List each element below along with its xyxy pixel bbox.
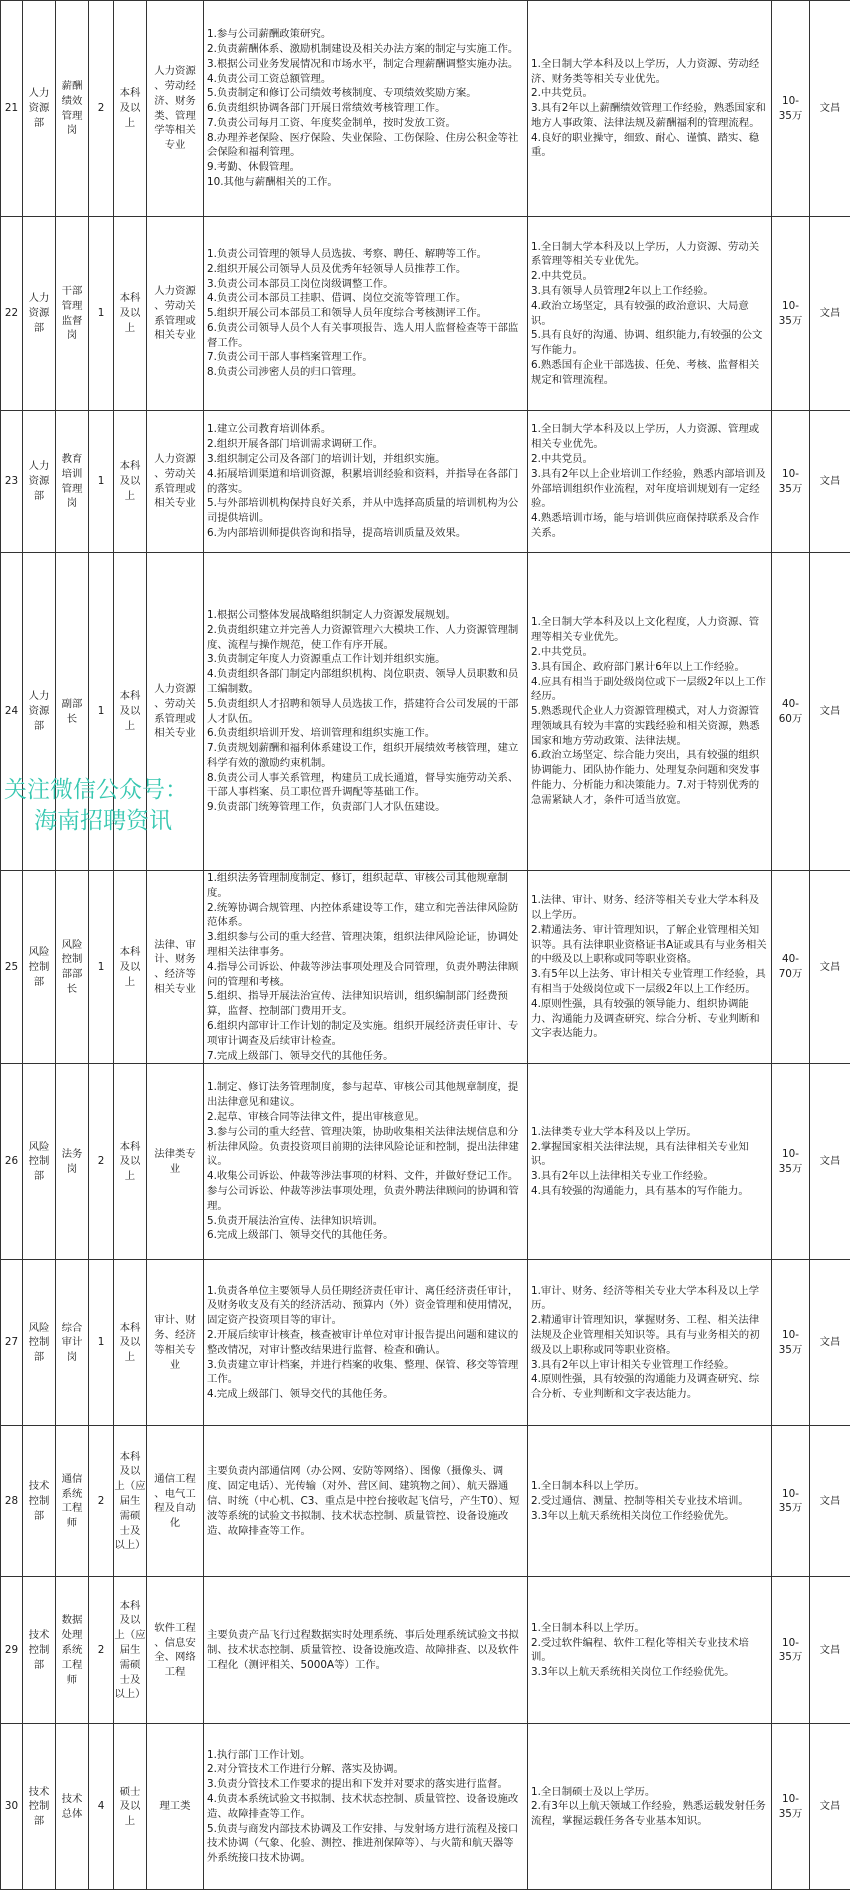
duties-line: 2.组织开展各部门培训需求调研工作。	[207, 437, 523, 452]
major: 人力资源 、劳动关 系管理或 相关专业	[147, 411, 204, 553]
row-number: 23	[1, 411, 23, 553]
duties-line: 2.统筹协调合规管理、内控体系建设等工作，建立和完善法律风险防范体系。	[207, 901, 523, 931]
requirements	[528, 1426, 772, 1577]
department: 风险 控制 部	[23, 1260, 56, 1426]
duties	[204, 553, 528, 871]
row-number: 29	[1, 1577, 23, 1724]
location: 文昌	[810, 1577, 850, 1724]
position: 副部 长	[56, 553, 89, 871]
education: 本科 及以 上	[114, 553, 147, 871]
education: 硕士 及以 上	[114, 1724, 147, 1890]
requirements-line: 2.受过软件编程、软件工程化等相关专业技术培训。	[531, 1636, 767, 1666]
duties-line: 1.组织法务管理制度制定、修订，组织起草、审核公司其他规章制度。	[207, 871, 523, 901]
major: 软件工程 、信息安 全、网络 工程	[147, 1577, 204, 1724]
position: 薪酬 绩效 管理 岗	[56, 1, 89, 217]
duties-line: 4.负责本系统试验文书拟制、技术状态控制、质量管控、设备设施改造、故障排查等工作。	[207, 1792, 523, 1822]
requirements-line: 3.具有2年以上审计相关专业管理工作经验。	[531, 1358, 767, 1373]
salary: 10- 35万	[772, 1426, 810, 1577]
major: 审计、财 务、经济 等相关专 业	[147, 1260, 204, 1426]
requirements-line: 4.原则性强，具有较强的领导能力、组织协调能力、沟通能力及调查研究、综合分析、专业判断和文字表达能力。	[531, 997, 767, 1041]
duties-line: 3.参与公司的重大经营、管理决策，协助收集相关法律法规信息和分析法律风险。负责投资项目前期的法律风险论证和控制，提出法律建议。	[207, 1125, 523, 1169]
duties	[204, 1426, 528, 1577]
duties-line: 5.负责与商发内部技术协调及工作安排、与发射场方进行流程及接口技术协调（气象、化验、测控、推进剂保障等）、与火箭和航天器等外系统接口技术协调。	[207, 1822, 523, 1866]
requirements-line: 2.中共党员。	[531, 452, 767, 467]
duties-line: 7.完成上级部门、领导交代的其他任务。	[207, 1049, 523, 1064]
duties-line: 4.负责组织各部门制定内部组织机构、岗位职责、领导人员职数和员工编制数。	[207, 667, 523, 697]
salary: 40- 60万	[772, 553, 810, 871]
department: 人力 资源 部	[23, 1, 56, 217]
requirements-line: 3.具有领导人员管理2年以上工作经验。	[531, 284, 767, 299]
duties	[204, 1260, 528, 1426]
headcount: 1	[89, 411, 114, 553]
duties-line: 6.为内部培训师提供咨询和指导，提高培训质量及效果。	[207, 526, 523, 541]
education: 本科 及以 上（应 届生 需硕 士及 以上）	[114, 1577, 147, 1724]
duties	[204, 217, 528, 411]
row-number: 24	[1, 553, 23, 871]
location: 文昌	[810, 1, 850, 217]
duties-line: 1.根据公司整体发展战略组织制定人力资源发展规划。	[207, 608, 523, 623]
location: 文昌	[810, 217, 850, 411]
duties	[204, 411, 528, 553]
education: 本科 及以 上（应 届生 需硕 士及 以上）	[114, 1426, 147, 1577]
position: 法务 岗	[56, 1064, 89, 1260]
department: 风险 控制 部	[23, 871, 56, 1064]
duties	[204, 1577, 528, 1724]
table-row	[1, 553, 850, 871]
requirements-line: 2.受过通信、测量、控制等相关专业技术培训。	[531, 1494, 767, 1509]
position: 教育 培训 管理 岗	[56, 411, 89, 553]
duties-line: 6.负责公司领导人员个人有关事项报告、选人用人监督检查等干部监督工作。	[207, 321, 523, 351]
location: 文昌	[810, 1426, 850, 1577]
department: 人力 资源 部	[23, 553, 56, 871]
job-table-body	[1, 1, 850, 1890]
requirements-line: 5.熟悉现代企业人力资源管理模式，对人力资源管理领域具有较为丰富的实践经验和相关资源，熟悉国家和地方劳动政策、法律法规。	[531, 704, 767, 748]
duties-line: 主要负责内部通信网（办公网、安防等网络）、图像（摄像头、调度、固定电话）、光传输（对外、营区间、建筑物之间）、航天器通信、时统（中心机、C3、重点是中控台接收起飞信号，产生T0）、短波等系统的试验文书拟制、技术状态控制、质量管控、设备设施改造、故障排查等工作。	[207, 1464, 523, 1538]
table-row	[1, 217, 850, 411]
requirements-line: 4.熟悉培训市场，能与培训供应商保持联系及合作关系。	[531, 511, 767, 541]
duties-line: 5.负责开展法治宣传、法律知识培训。	[207, 1214, 523, 1229]
requirements-line: 3.具有国企、政府部门累计6年以上工作经验。	[531, 660, 767, 675]
headcount: 1	[89, 1260, 114, 1426]
requirements-line: 5.具有良好的沟通、协调、组织能力,有较强的公文写作能力。	[531, 328, 767, 358]
requirements	[528, 871, 772, 1064]
education: 本科 及以 上	[114, 871, 147, 1064]
duties-line: 9.考勤、休假管理。	[207, 160, 523, 175]
requirements-line: 3.具有2年以上薪酬绩效管理工作经验，熟悉国家和地方人事政策、法律法规及薪酬福利的管理流程。	[531, 101, 767, 131]
requirements-line: 1.全日制大学本科及以上文化程度，人力资源、管理等相关专业优先。	[531, 615, 767, 645]
salary: 10- 35万	[772, 1064, 810, 1260]
headcount: 1	[89, 217, 114, 411]
duties-line: 6.完成上级部门、领导交代的其他任务。	[207, 1228, 523, 1243]
row-number: 21	[1, 1, 23, 217]
requirements-line: 1.审计、财务、经济等相关专业大学本科及以上学历。	[531, 1284, 767, 1314]
position: 通信 系统 工程 师	[56, 1426, 89, 1577]
requirements-line: 3.3年以上航天系统相关岗位工作经验优先。	[531, 1509, 767, 1524]
education: 本科 及以 上	[114, 411, 147, 553]
salary: 10- 35万	[772, 1724, 810, 1890]
headcount: 2	[89, 1064, 114, 1260]
duties-line: 1.负责各单位主要领导人员任期经济责任审计、离任经济责任审计，及财务收支及有关的经济活动、预算内（外）资金管理和使用情况，固定资产投资项目等的审计。	[207, 1284, 523, 1328]
requirements-line: 4.良好的职业操守，细致、耐心、谨慎、踏实、稳重。	[531, 131, 767, 161]
duties-line: 10.其他与薪酬相关的工作。	[207, 175, 523, 190]
duties-line: 2.组织开展公司领导人员及优秀年轻领导人员推荐工作。	[207, 262, 523, 277]
requirements-line: 3.有5年以上法务、审计相关专业管理工作经验，具有相当于处级岗位或下一层级2年以上工作经历。	[531, 967, 767, 997]
requirements-line: 6.熟悉国有企业干部选拔、任免、考核、监督相关规定和管理流程。	[531, 358, 767, 388]
duties	[204, 871, 528, 1064]
requirements-line: 1.全日制大学本科及以上学历，人力资源、劳动关系管理等相关专业优先。	[531, 240, 767, 270]
requirements-line: 1.全日制大学本科及以上学历，人力资源、劳动经济、财务类等相关专业优先。	[531, 57, 767, 87]
requirements-line: 2.有3年以上航天领域工作经验，熟悉运载发射任务流程，掌握运载任务各专业基本知识。	[531, 1799, 767, 1829]
duties-line: 4.拓展培训渠道和培训资源，积累培训经验和资料，并指导在各部门的落实。	[207, 467, 523, 497]
duties-line: 1.参与公司薪酬政策研究。	[207, 27, 523, 42]
duties-line: 4.负责公司本部员工挂职、借调、岗位交流等管理工作。	[207, 291, 523, 306]
duties-line: 3.组织参与公司的重大经营、管理决策，组织法律风险论证，协调处理相关法律事务。	[207, 930, 523, 960]
requirements-line: 6.政治立场坚定、综合能力突出，具有较强的组织协调能力、团队协作能力、处理复杂问题和突发事件能力、分析能力和决策能力。7.对于特别优秀的急需紧缺人才，条件可适当放宽。	[531, 748, 767, 807]
location: 文昌	[810, 553, 850, 871]
duties-line: 1.建立公司教育培训体系。	[207, 422, 523, 437]
duties-line: 8.负责公司人事关系管理，构建员工成长通道，督导实施劳动关系、干部人事档案、员工职位晋升调配等基础工作。	[207, 771, 523, 801]
headcount: 2	[89, 1, 114, 217]
requirements	[528, 1064, 772, 1260]
position: 干部 管理 监督 岗	[56, 217, 89, 411]
department: 技术 控制 部	[23, 1426, 56, 1577]
location: 文昌	[810, 871, 850, 1064]
requirements-line: 4.具有较强的沟通能力，具有基本的写作能力。	[531, 1184, 767, 1199]
duties-line: 3.负责建立审计档案，并进行档案的收集、整理、保管、移交等管理工作。	[207, 1358, 523, 1388]
major: 人力资源 、劳动经 济、财务 类、管理 学等相关 专业	[147, 1, 204, 217]
headcount: 2	[89, 1426, 114, 1577]
requirements-line: 4.政治立场坚定，具有较强的政治意识、大局意识。	[531, 299, 767, 329]
duties-line: 3.负责制定年度人力资源重点工作计划并组织实施。	[207, 652, 523, 667]
education: 本科 及以 上	[114, 1260, 147, 1426]
duties-line: 9.负责部门统筹管理工作，负责部门人才队伍建设。	[207, 800, 523, 815]
duties-line: 2.负责组织建立并完善人力资源管理六大模块工作、人力资源管理制度、流程与操作规范，使工作有序开展。	[207, 623, 523, 653]
major: 法律类专 业	[147, 1064, 204, 1260]
requirements-line: 1.法律、审计、财务、经济等相关专业大学本科及以上学历。	[531, 893, 767, 923]
location: 文昌	[810, 1260, 850, 1426]
education: 本科 及以 上	[114, 1064, 147, 1260]
requirements	[528, 1724, 772, 1890]
salary: 10- 35万	[772, 1, 810, 217]
requirements	[528, 1577, 772, 1724]
position: 综合 审计 岗	[56, 1260, 89, 1426]
requirements	[528, 411, 772, 553]
duties-line: 4.完成上级部门、领导交代的其他任务。	[207, 1387, 523, 1402]
major: 法律、审 计、财务 、经济等 相关专业	[147, 871, 204, 1064]
headcount: 4	[89, 1724, 114, 1890]
headcount: 1	[89, 871, 114, 1064]
row-number: 26	[1, 1064, 23, 1260]
duties-line: 6.负责组织协调各部门开展日常绩效考核管理工作。	[207, 101, 523, 116]
position: 技术 总体	[56, 1724, 89, 1890]
requirements-line: 2.中共党员。	[531, 86, 767, 101]
table-row	[1, 1577, 850, 1724]
requirements-line: 1.法律类专业大学本科及以上学历。	[531, 1125, 767, 1140]
department: 人力 资源 部	[23, 217, 56, 411]
requirements-line: 2.掌握国家相关法律法规，具有法律相关专业知识。	[531, 1140, 767, 1170]
major: 通信工程 、电气工 程及自动 化	[147, 1426, 204, 1577]
requirements-line: 4.原则性强，具有较强的沟通能力及调查研究、综合分析、专业判断和文字表达能力。	[531, 1372, 767, 1402]
requirements	[528, 553, 772, 871]
duties-line: 6.组织内部审计工作计划的制定及实施。组织开展经济责任审计、专项审计调查及后续审计检查。	[207, 1019, 523, 1049]
duties-line: 6.负责组织培训开发、培训管理和组织实施工作。	[207, 726, 523, 741]
table-row	[1, 1260, 850, 1426]
requirements	[528, 1, 772, 217]
requirements-line: 3.具有2年以上法律相关专业工作经验。	[531, 1169, 767, 1184]
position: 风险 控制 部部 长	[56, 871, 89, 1064]
duties-line: 5.组织、指导开展法治宣传、法律知识培训，组织编制部门经费预算，监督、控制部门费用开支。	[207, 989, 523, 1019]
duties-line: 4.收集公司诉讼、仲裁等涉法事项的材料、文件，并做好登记工作。参与公司诉讼、仲裁等涉法事项处理，负责外聘法律顾问的协调和管理。	[207, 1169, 523, 1213]
duties-line: 4.负责公司工资总额管理。	[207, 72, 523, 87]
duties-line: 7.负责公司每月工资、年度奖金制单，按时发放工资。	[207, 116, 523, 131]
requirements	[528, 1260, 772, 1426]
requirements-line: 2.中共党员。	[531, 269, 767, 284]
row-number: 30	[1, 1724, 23, 1890]
headcount: 2	[89, 1577, 114, 1724]
requirements-line: 2.精通法务、审计管理知识，了解企业管理相关知识等。具有法律职业资格证书A证或具有与业务相关的中级及以上职称或同等职业资格。	[531, 923, 767, 967]
duties-line: 3.组织制定公司及各部门的培训计划，并组织实施。	[207, 452, 523, 467]
watermark-line2: 海南招聘资讯	[4, 806, 214, 837]
row-number: 25	[1, 871, 23, 1064]
salary: 10- 35万	[772, 411, 810, 553]
table-row	[1, 411, 850, 553]
department: 技术 控制 部	[23, 1577, 56, 1724]
duties-line: 3.根据公司业务发展情况和市场水平，制定合理薪酬调整实施办法。	[207, 57, 523, 72]
duties	[204, 1064, 528, 1260]
duties-line: 1.制定、修订法务管理制度，参与起草、审核公司其他规章制度，提出法律意见和建议。	[207, 1080, 523, 1110]
requirements	[528, 217, 772, 411]
duties-line: 主要负责产品飞行过程数据实时处理系统、事后处理系统试验文书拟制、技术状态控制、质量管控、设备设施改造、故障排查、以及软件工程化（测评相关、5000A等）工作。	[207, 1628, 523, 1672]
location: 文昌	[810, 411, 850, 553]
location: 文昌	[810, 1724, 850, 1890]
position: 数据 处理 系统 工程 师	[56, 1577, 89, 1724]
duties-line: 4.指导公司诉讼、仲裁等涉法事项处理及合同管理，负责外聘法律顾问的管理和考核。	[207, 960, 523, 990]
duties-line: 5.负责制定和修订公司绩效考核制度、专项绩效奖励方案。	[207, 86, 523, 101]
major: 人力资源 、劳动关 系管理或 相关专业	[147, 217, 204, 411]
duties-line: 5.负责组织人才招聘和领导人员选拔工作，搭建符合公司发展的干部人才队伍。	[207, 697, 523, 727]
salary: 10- 35万	[772, 1577, 810, 1724]
table-row	[1, 1, 850, 217]
duties-line: 7.负责公司干部人事档案管理工作。	[207, 350, 523, 365]
headcount: 1	[89, 553, 114, 871]
duties-line: 2.负责薪酬体系、激励机制建设及相关办法方案的制定与实施工作。	[207, 42, 523, 57]
requirements-line: 1.全日制本科以上学历。	[531, 1479, 767, 1494]
major: 理工类	[147, 1724, 204, 1890]
watermark-line1: 关注微信公众号：	[4, 775, 214, 806]
duties-line: 2.开展后续审计核查，核查被审计单位对审计报告提出问题和建议的整改情况，对审计整改结果进行监督、检查和确认。	[207, 1328, 523, 1358]
requirements-line: 3.具有2年以上企业培训工作经验，熟悉内部培训及外部培训组织作业流程，对年度培训规划有一定经验。	[531, 467, 767, 511]
department: 技术 控制 部	[23, 1724, 56, 1890]
salary: 40- 70万	[772, 871, 810, 1064]
salary: 10- 35万	[772, 1260, 810, 1426]
requirements-line: 2.中共党员。	[531, 645, 767, 660]
row-number: 28	[1, 1426, 23, 1577]
location: 文昌	[810, 1064, 850, 1260]
table-row	[1, 1064, 850, 1260]
duties-line: 5.与外部培训机构保持良好关系，并从中选择高质量的培训机构为公司提供培训。	[207, 496, 523, 526]
department: 风险 控制 部	[23, 1064, 56, 1260]
education: 本科 及以 上	[114, 1, 147, 217]
duties	[204, 1724, 528, 1890]
requirements-line: 2.精通审计管理知识，掌握财务、工程、相关法律法规及企业管理相关知识等。具有与业务相关的初级及以上职称或同等职业资格。	[531, 1313, 767, 1357]
duties-line: 3.负责分管技术工作要求的提出和下发并对要求的落实进行监督。	[207, 1777, 523, 1792]
duties-line: 1.负责公司管理的领导人员选拔、考察、聘任、解聘等工作。	[207, 247, 523, 262]
requirements-line: 3.3年以上航天系统相关岗位工作经验优先。	[531, 1665, 767, 1680]
duties-line: 8.办理养老保险、医疗保险、失业保险、工伤保险、住房公积金等社会保险和福利管理。	[207, 131, 523, 161]
requirements-line: 1.全日制大学本科及以上学历，人力资源、管理或相关专业优先。	[531, 422, 767, 452]
education: 本科 及以 上	[114, 217, 147, 411]
row-number: 22	[1, 217, 23, 411]
requirements-line: 4.应具有相当于副处级岗位或下一层级2年以上工作经历。	[531, 675, 767, 705]
duties-line: 2.对分管技术工作进行分解、落实及协调。	[207, 1762, 523, 1777]
duties-line: 7.负责规划薪酬和福利体系建设工作，组织开展绩效考核管理，建立科学有效的激励约束机制。	[207, 741, 523, 771]
table-row	[1, 1426, 850, 1577]
table-row	[1, 1724, 850, 1890]
requirements-line: 1.全日制本科以上学历。	[531, 1621, 767, 1636]
major: 人力资源 、劳动关 系管理或 相关专业	[147, 553, 204, 871]
duties-line: 1.执行部门工作计划。	[207, 1748, 523, 1763]
salary: 10- 35万	[772, 217, 810, 411]
duties-line: 8.负责公司涉密人员的归口管理。	[207, 365, 523, 380]
row-number: 27	[1, 1260, 23, 1426]
duties-line: 5.组织开展公司本部员工和领导人员年度综合考核测评工作。	[207, 306, 523, 321]
requirements-line: 1.全日制硕士及以上学历。	[531, 1785, 767, 1800]
duties-line: 3.负责公司本部员工岗位岗级调整工作。	[207, 277, 523, 292]
department: 人力 资源 部	[23, 411, 56, 553]
table-row	[1, 871, 850, 1064]
duties-line: 2.起草、审核合同等法律文件，提出审核意见。	[207, 1110, 523, 1125]
duties	[204, 1, 528, 217]
